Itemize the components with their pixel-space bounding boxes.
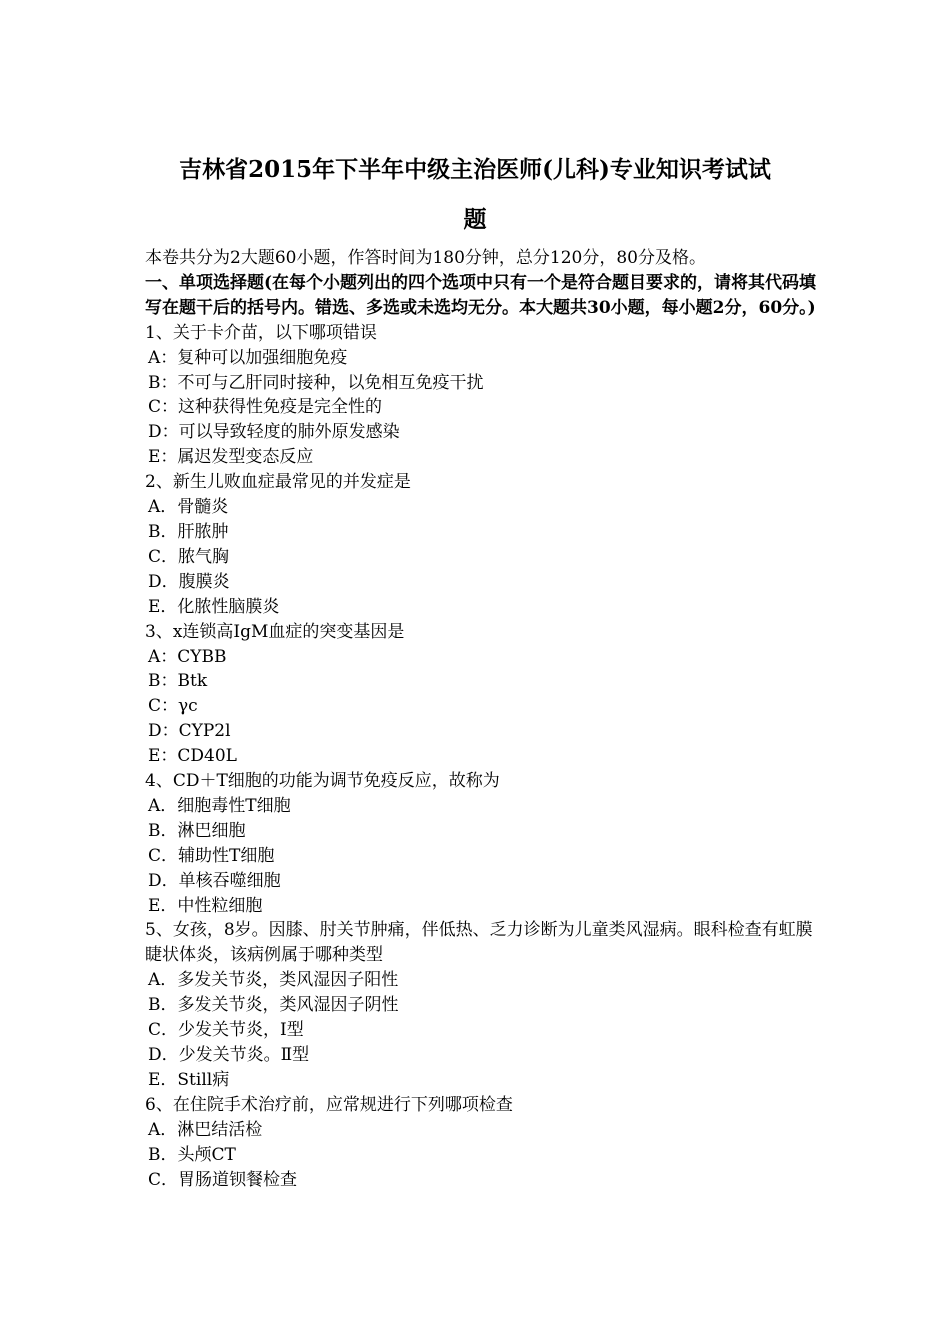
answer-option: D：CYP2l — [148, 721, 231, 742]
answer-option: E：CD40L — [148, 746, 237, 767]
document-title-line1: 吉林省2015年下半年中级主治医师(儿科)专业知识考试试 — [179, 156, 771, 183]
answer-option: D．少发关节炎。Ⅱ型 — [148, 1045, 310, 1065]
question-item — [145, 620, 825, 769]
answer-option: C：γc — [148, 696, 198, 717]
answer-option: B．多发关节炎，类风湿因子阴性 — [148, 995, 399, 1016]
answer-option: A．淋巴结活检 — [148, 1119, 263, 1140]
answer-option: E．Still病 — [148, 1069, 230, 1090]
question-list — [145, 321, 825, 1193]
answer-option: C．辅助性T细胞 — [148, 845, 275, 866]
document-body — [145, 246, 825, 1192]
answer-option: C：这种获得性免疫是完全性的 — [148, 397, 383, 418]
answer-option: B：不可与乙肝同时接种，以免相互免疫干扰 — [148, 372, 484, 393]
answer-option: D．单核吞噬细胞 — [148, 870, 281, 891]
answer-option: B．头颅CT — [148, 1144, 236, 1165]
question-item — [145, 470, 825, 619]
question-stem: 6、在住院手术治疗前，应常规进行下列哪项检查 — [145, 1094, 513, 1115]
document-title-line2: 题 — [463, 206, 487, 233]
question-item — [145, 321, 825, 470]
answer-option: A：复种可以加强细胞免疫 — [148, 347, 348, 368]
question-stem: 4、CD＋T细胞的功能为调节免疫反应，故称为 — [145, 771, 500, 792]
answer-option: E．中性粒细胞 — [148, 895, 263, 916]
answer-option: A：CYBB — [148, 646, 227, 667]
answer-option: B．肝脓肿 — [148, 521, 229, 542]
answer-option: B．淋巴细胞 — [148, 820, 246, 841]
question-stem: 5、女孩，8岁。因膝、肘关节肿痛，伴低热、乏力诊断为儿童类风湿病。眼科检查有虹膜睫状体炎，该病例属于哪种类型 — [145, 920, 813, 966]
question-item — [145, 1093, 825, 1193]
answer-option: C．少发关节炎，Ⅰ型 — [148, 1020, 304, 1041]
answer-option: A．细胞毒性T细胞 — [148, 795, 291, 816]
question-item — [145, 918, 825, 1092]
answer-option: B：Btk — [148, 671, 208, 692]
section-header: 一、单项选择题(在每个小题列出的四个选项中只有一个是符合题目要求的，请将其代码填写在题干后的括号内。错选、多选或未选均无分。本大题共30小题，每小题2分，60分。) — [145, 272, 817, 318]
exam-intro: 本卷共分为2大题60小题，作答时间为180分钟，总分120分，80分及格。 — [145, 248, 706, 268]
answer-option: A．骨髓炎 — [148, 497, 229, 518]
question-stem: 1、关于卡介苗，以下哪项错误 — [145, 322, 377, 343]
answer-option: D．腹膜炎 — [148, 571, 230, 592]
answer-option: D：可以导致轻度的肺外原发感染 — [148, 422, 400, 443]
answer-option: C．胃肠道钡餐检查 — [148, 1169, 298, 1190]
answer-option: C．脓气胸 — [148, 546, 230, 567]
answer-option: A．多发关节炎，类风湿因子阳性 — [148, 970, 399, 991]
answer-option: E．化脓性脑膜炎 — [148, 596, 280, 617]
answer-option: E：属迟发型变态反应 — [148, 447, 314, 468]
question-item — [145, 769, 825, 918]
question-stem: 3、x连锁高IgM血症的突变基因是 — [145, 621, 405, 642]
question-stem: 2、新生儿败血症最常见的并发症是 — [145, 472, 411, 493]
